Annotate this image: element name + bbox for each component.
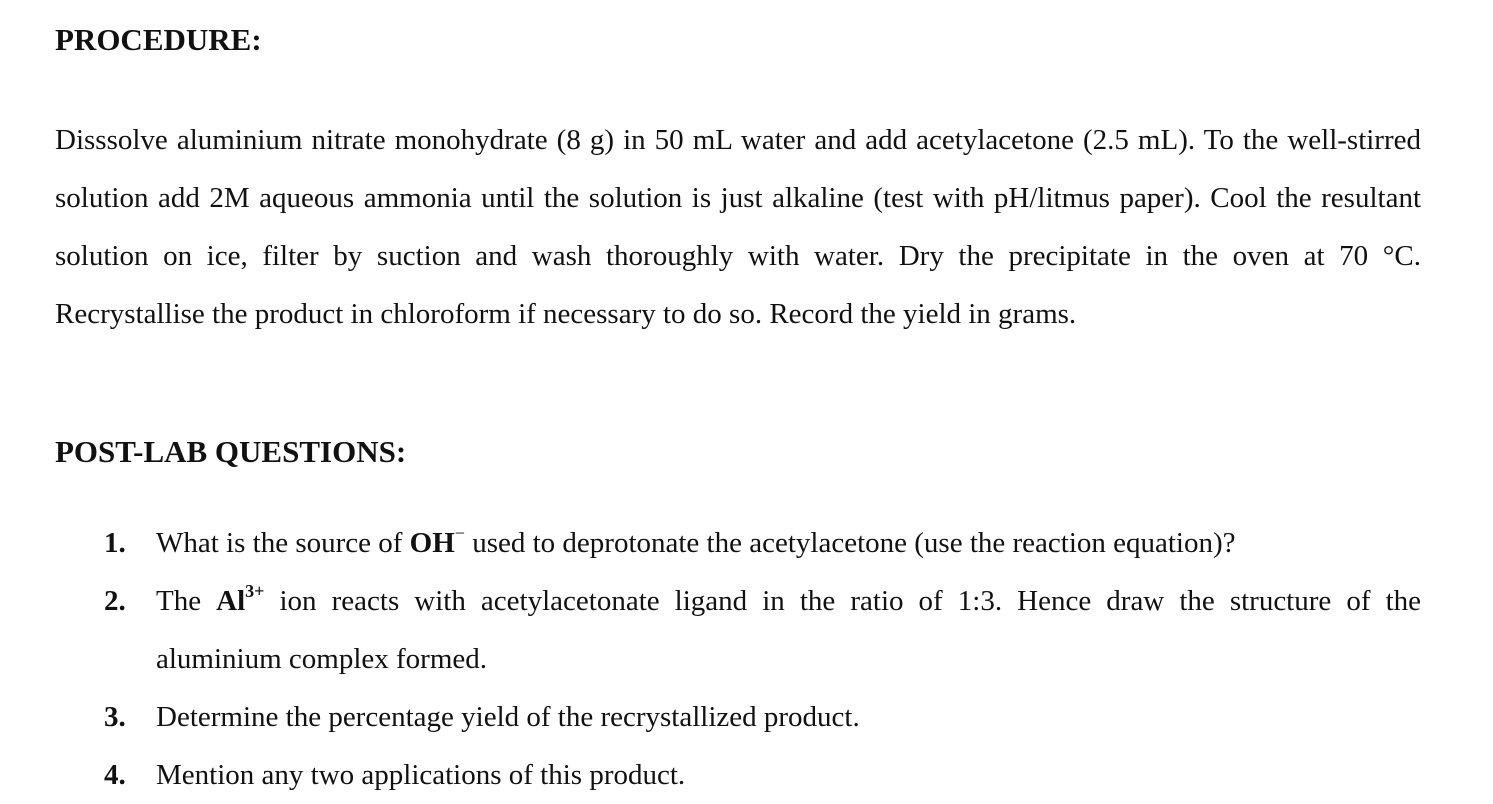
postlab-question-list xyxy=(0,514,1493,804)
question-text: Mention any two applications of this product. xyxy=(156,759,686,791)
hydroxide-formula: OH xyxy=(409,527,455,559)
question-text: Determine the percentage yield of the recrystallized product. xyxy=(156,701,860,733)
question-number: 3. xyxy=(104,701,126,733)
aluminium-ion-charge: 3+ xyxy=(245,581,265,602)
question-number: 4. xyxy=(104,759,126,791)
procedure-heading: PROCEDURE: xyxy=(55,22,262,57)
question-2 xyxy=(0,572,1493,688)
procedure-paragraph: Disssolve aluminium nitrate monohydrate (8 g) in 50 mL water and add acetylacetone (2.5 mL). To the well-stirred solution add 2M aqueous ammonia until the solution is just alkaline (test with pH/litmus paper). Cool the resultant solution on ice, filter by suction and wash thoroughly with water. Dry the precipitate in the oven at 70 °C. Recrystallise the product in chloroform if necessary to do so. Record the yield in grams. xyxy=(55,124,1421,330)
hydroxide-charge: − xyxy=(454,523,465,544)
question-1 xyxy=(0,514,1493,572)
question-3 xyxy=(0,688,1493,746)
question-text xyxy=(156,572,1421,688)
postlab-heading: POST-LAB QUESTIONS: xyxy=(55,434,407,469)
question-text-after: ion reacts with acetylacetonate ligand in the ratio of 1:3. Hence draw the structure of the aluminium complex formed. xyxy=(156,585,1421,675)
question-4 xyxy=(0,746,1493,804)
question-text-before: The xyxy=(156,585,217,617)
question-number: 1. xyxy=(104,527,126,559)
question-text-before: What is the source of xyxy=(156,527,410,559)
question-number: 2. xyxy=(104,585,126,617)
question-text xyxy=(156,514,1421,572)
aluminium-ion-formula: Al xyxy=(216,585,246,617)
question-text-after: used to deprotonate the acetylacetone (use the reaction equation)? xyxy=(464,527,1236,559)
